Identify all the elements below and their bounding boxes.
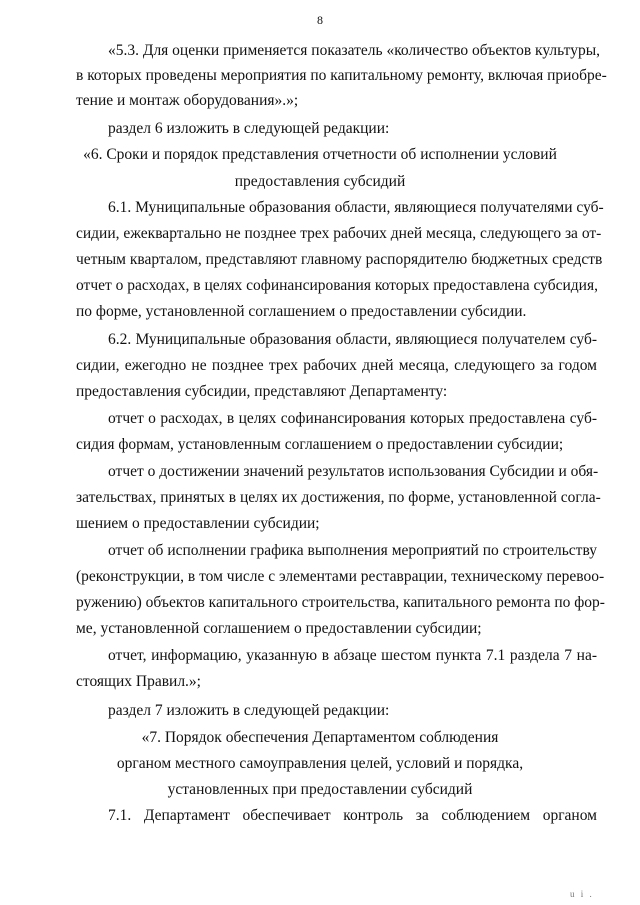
section-heading-line: установленных при предоставлении субсидий (167, 781, 473, 798)
paragraph-line: сидии, ежегодно не позднее трех рабочих дней месяца, следующего за годом (76, 357, 597, 374)
paragraph-line: 6.2. Муниципальные образования области, являющиеся получателем суб- (108, 331, 597, 348)
paragraph-line: по форме, установленной соглашением о предоставлении субсидии. (76, 303, 527, 320)
paragraph-line: зательствах, принятых в целях их достижения, по форме, установленной согла- (76, 489, 601, 506)
paragraph-line: отчет о расходах, в целях софинансирования которых предоставлена суб- (108, 410, 597, 427)
paragraph-line: тение и монтаж оборудования».»; (76, 92, 299, 109)
paragraph-line: четным кварталом, представляют главному распорядителю бюджетных средств (76, 251, 603, 268)
paragraph-line: сидии, ежеквартально не позднее трех рабочих дней месяца, следующего за от- (76, 225, 602, 242)
paragraph-line: «5.3. Для оценки применяется показатель «количество объектов культуры, (108, 42, 600, 59)
paragraph-line: сидия формам, установленным соглашением о предоставлении субсидии; (76, 436, 564, 453)
footer-mark: u i . (570, 889, 594, 899)
paragraph-line: предоставления субсидии, представляют Департаменту: (76, 383, 448, 400)
paragraph-line: (реконструкции, в том числе с элементами реставрации, техническому перевоо- (76, 568, 605, 585)
page-number: 8 (317, 13, 323, 27)
paragraph-line: 7.1. Департамент обеспечивает контроль за соблюдением органом (108, 807, 597, 824)
paragraph-line: 6.1. Муниципальные образования области, являющиеся получателями суб- (108, 199, 604, 216)
paragraph-line: в которых проведены мероприятия по капитальному ремонту, включая приобре- (76, 67, 607, 84)
section-heading-line: предоставления субсидий (234, 173, 406, 190)
section-heading-line: «7. Порядок обеспечения Департаментом соблюдения (141, 729, 499, 746)
paragraph-line: раздел 6 изложить в следующей редакции: (108, 120, 390, 137)
paragraph-line: ружению) объектов капитального строительства, капитального ремонта по фор- (76, 594, 605, 611)
paragraph-line: раздел 7 изложить в следующей редакции: (108, 702, 390, 719)
paragraph-line: ме, установленной соглашением о предоставлении субсидии; (76, 620, 482, 637)
paragraph-line: отчет, информацию, указанную в абзаце шестом пункта 7.1 раздела 7 на- (108, 647, 597, 664)
paragraph-line: шением о предоставлении субсидии; (76, 515, 320, 532)
paragraph-line: отчет об исполнении графика выполнения мероприятий по строительству (108, 542, 597, 559)
section-heading-line: «6. Сроки и порядок представления отчетности об исполнении условий (83, 146, 557, 163)
section-heading-line: органом местного самоуправления целей, условий и порядка, (116, 755, 524, 772)
paragraph-line: стоящих Правил.»; (76, 673, 201, 690)
paragraph-line: отчет о расходах, в целях софинансирования которых предоставлена субсидия, (76, 277, 598, 294)
paragraph-line: отчет о достижении значений результатов использования Субсидии и обя- (108, 463, 599, 480)
